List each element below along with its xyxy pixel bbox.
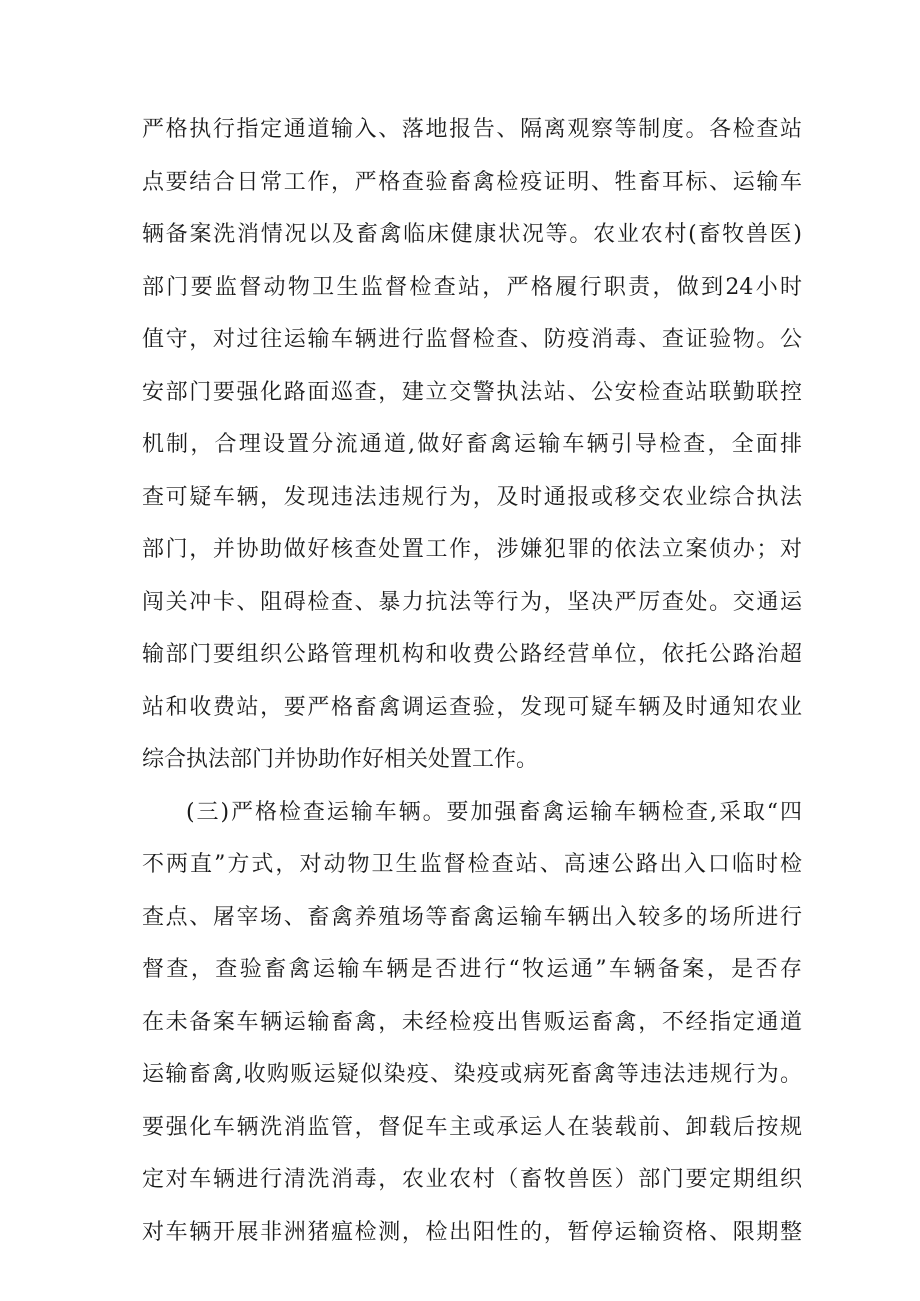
text-line: 在未备案车辆运输畜禽，未经检疫出售贩运畜禽，不经指定通道 [142, 1009, 802, 1035]
text-line: 闯关冲卡、阻碍检查、暴力抗法等行为，坚决严厉查处。交通运 [142, 589, 802, 615]
text-line: 运输畜禽,收购贩运疑似染疫、染疫或病死畜禽等违法违规行为。 [142, 1062, 802, 1087]
section-heading-line: (三)严格检查运输车辆。要加强畜禽运输车辆检查,采取“四 [186, 799, 802, 825]
text-line: 点要结合日常工作，严格查验畜禽检疫证明、牲畜耳标、运输车 [142, 169, 802, 195]
text-line: 督查，查验畜禽运输车辆是否进行“牧运通”车辆备案，是否存 [142, 957, 802, 982]
text-line: 综合执法部门并协助作好相关处置工作。 [142, 747, 539, 772]
text-line: 站和收费站，要严格畜禽调运查验，发现可疑车辆及时通知农业 [142, 694, 802, 720]
text-line: 安部门要强化路面巡查，建立交警执法站、公安检查站联勤联控 [142, 379, 802, 405]
text-line: 不两直”方式，对动物卫生监督检查站、高速公路出入口临时检 [142, 852, 802, 877]
text-line: 值守，对过往运输车辆进行监督检查、防疫消毒、查证验物。公 [142, 327, 802, 352]
body-text [142, 104, 802, 1259]
paragraph-1 [142, 104, 802, 787]
text-line: 输部门要组织公路管理机构和收费公路经营单位，依托公路治超 [142, 642, 802, 667]
paragraph-2 [142, 787, 802, 1260]
text-line: 部门，并协助做好核查处置工作，涉嫌犯罪的依法立案侦办；对 [142, 537, 802, 562]
text-line: 查点、屠宰场、畜禽养殖场等畜禽运输车辆出入较多的场所进行 [142, 904, 802, 930]
text-line: 定对车辆进行清洗消毒，农业农村（畜牧兽医）部门要定期组织 [142, 1167, 802, 1192]
text-line: 辆备案洗消情况以及畜禽临床健康状况等。农业农村(畜牧兽医) [142, 222, 802, 247]
text-line: 严格执行指定通道输入、落地报告、隔离观察等制度。各检查站 [142, 117, 802, 142]
text-line: 要强化车辆洗消监管，督促车主或承运人在装载前、卸载后按规 [142, 1114, 802, 1140]
text-line: 查可疑车辆，发现违法违规行为，及时通报或移交农业综合执法 [142, 484, 802, 510]
text-line: 机制，合理设置分流通道,做好畜禽运输车辆引导检查，全面排 [142, 432, 802, 457]
text-line: 对车辆开展非洲猪瘟检测，检出阳性的，暂停运输资格、限期整 [142, 1219, 802, 1245]
text-line: 部门要监督动物卫生监督检查站，严格履行职责，做到24小时 [142, 274, 802, 300]
